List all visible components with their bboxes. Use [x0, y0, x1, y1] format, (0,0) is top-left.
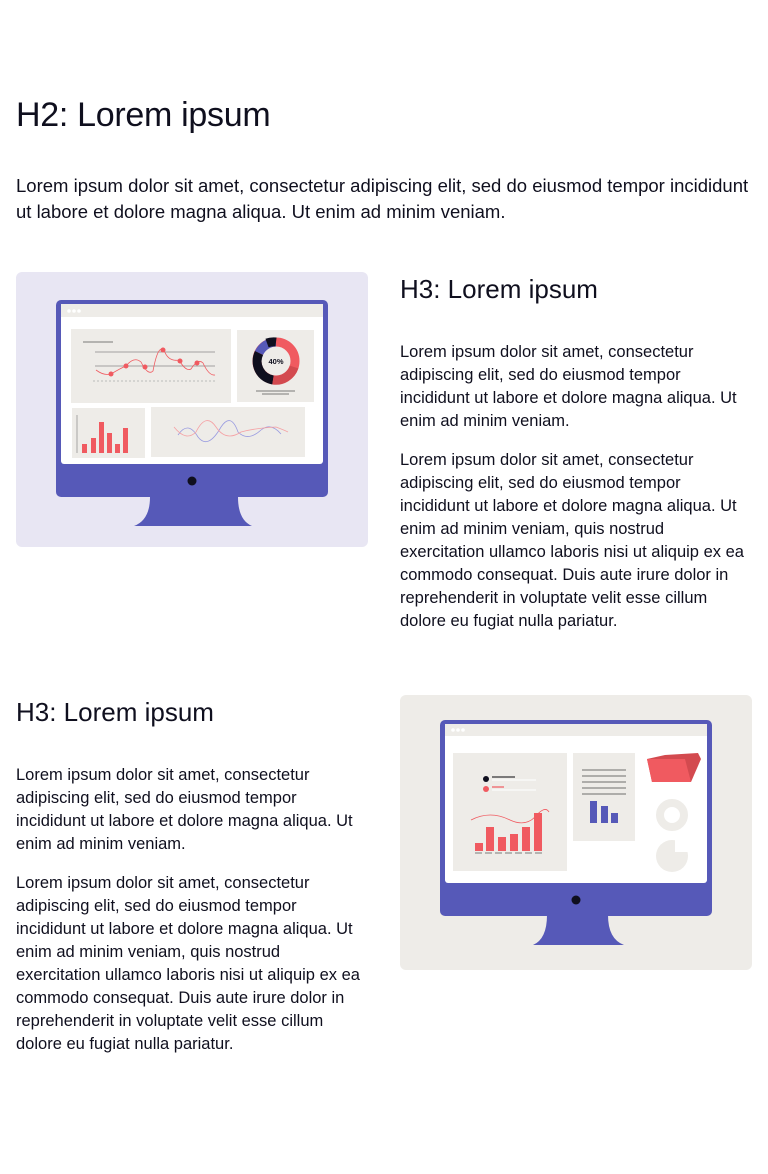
section1-paragraph-1: Lorem ipsum dolor sit amet, consectetur adipiscing elit, sed do eiusmod tempor incididunt ut labore et dolore magna aliqua. Ut enim ad minim veniam.	[400, 343, 737, 430]
dashboard-illustration	[16, 272, 368, 547]
section1-paragraph-2: Lorem ipsum dolor sit amet, consectetur adipiscing elit, sed do eiusmod tempor incididunt ut labore et dolore magna aliqua. Ut enim ad minim veniam, quis nostrud exercitation ullamco laboris nisi ut aliquip ex ea commodo consequat. Duis aute irure dolor in reprehenderit in voluptate velit esse cillum dolore eu fugiat nulla pariatur.	[400, 451, 744, 630]
section2-paragraph-1: Lorem ipsum dolor sit amet, consectetur adipiscing elit, sed do eiusmod tempor incididunt ut labore et dolore magna aliqua. Ut enim ad minim veniam.	[16, 766, 353, 853]
reports-illustration	[400, 695, 752, 970]
donut-percentage: 40%	[268, 357, 284, 366]
page-heading: H2: Lorem ipsum	[16, 96, 271, 134]
intro-paragraph: Lorem ipsum dolor sit amet, consectetur adipiscing elit, sed do eiusmod tempor incididunt ut labore et dolore magna aliqua. Ut enim ad minim veniam.	[16, 175, 749, 222]
section2-paragraph-2: Lorem ipsum dolor sit amet, consectetur adipiscing elit, sed do eiusmod tempor incididunt ut labore et dolore magna aliqua. Ut enim ad minim veniam, quis nostrud exercitation ullamco laboris nisi ut aliquip ex ea commodo consequat. Duis aute irure dolor in reprehenderit in voluptate velit esse cillum dolore eu fugiat nulla pariatur.	[16, 874, 360, 1053]
section2-title: H3: Lorem ipsum	[16, 697, 214, 727]
section1-title: H3: Lorem ipsum	[400, 274, 598, 304]
